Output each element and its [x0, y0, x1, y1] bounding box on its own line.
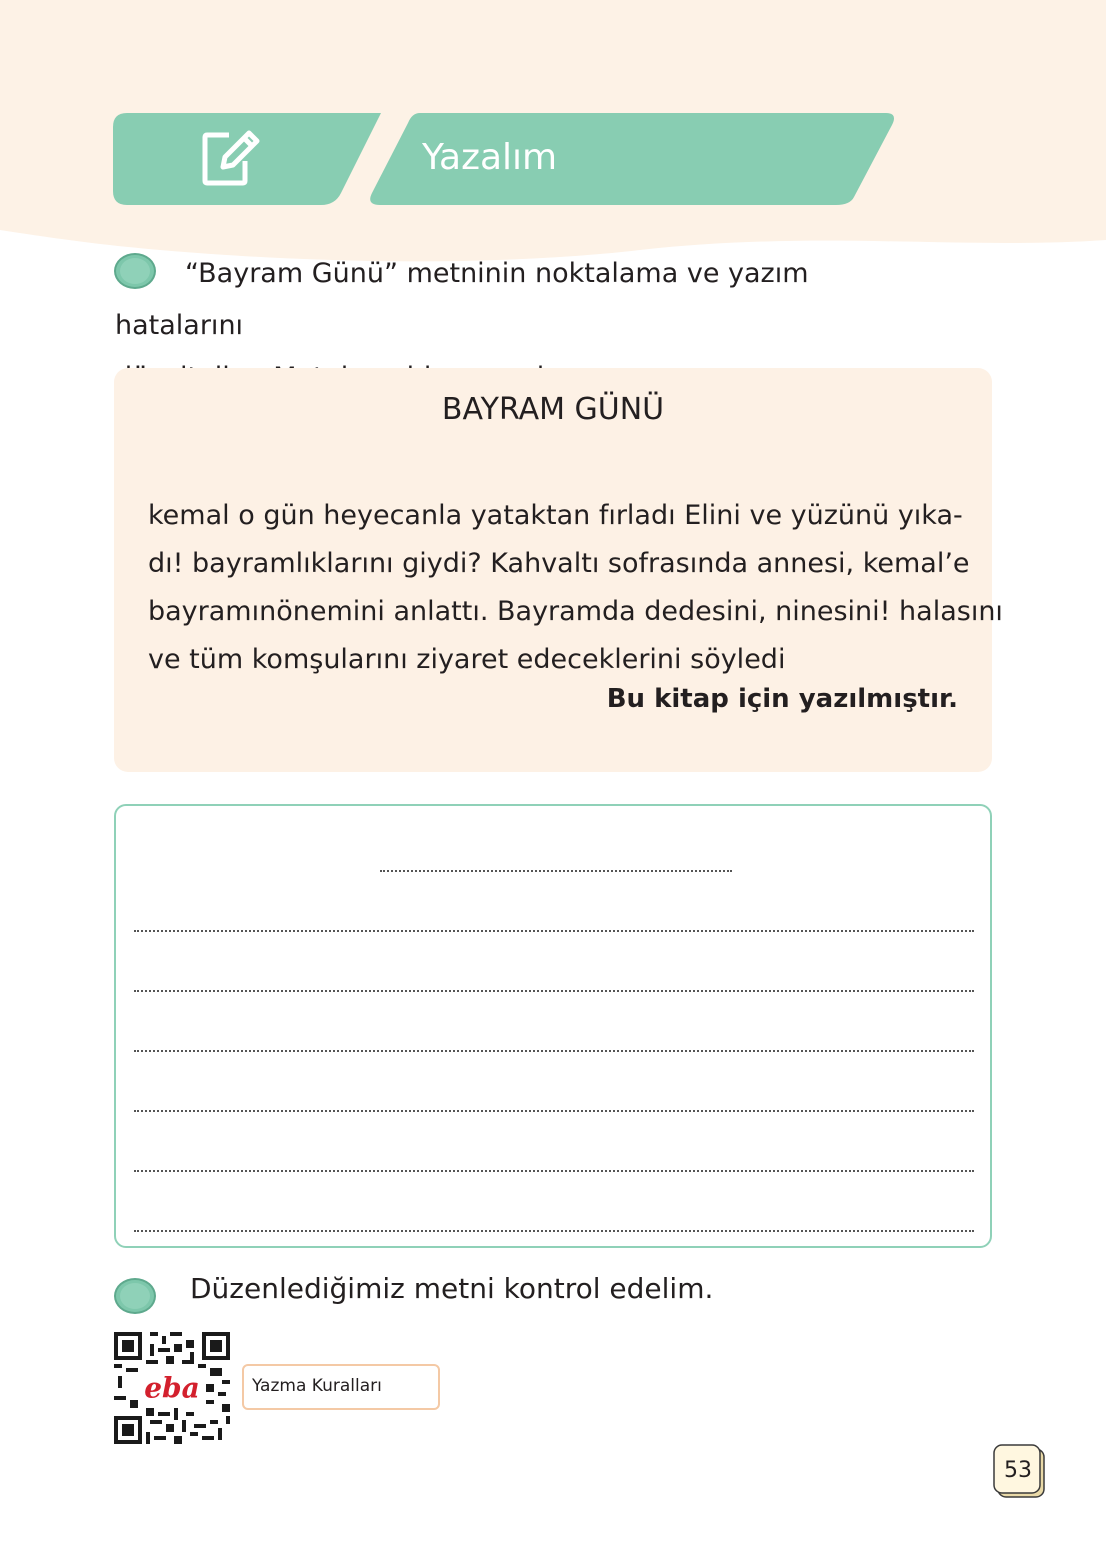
card-body [148, 492, 1003, 684]
writing-line[interactable] [134, 1170, 974, 1172]
instruction-line-1: “Bayram Günü” metninin noktalama ve yazım hatalarını [115, 258, 809, 341]
eba-logo: eba [144, 1371, 200, 1405]
banner-icon-panel [113, 113, 381, 205]
writing-line[interactable] [134, 1050, 974, 1052]
writing-line[interactable] [134, 1230, 974, 1232]
card-line: ve tüm komşularını ziyaret edeceklerini söyledi [148, 644, 786, 675]
card-line: kemal o gün heyecanla yataktan fırladı Elini ve yüzünü yıka- [148, 500, 963, 531]
bullet-icon [114, 1278, 156, 1314]
title-writing-line[interactable] [380, 870, 732, 872]
writing-line[interactable] [134, 1110, 974, 1112]
writing-line[interactable] [134, 990, 974, 992]
qr-code[interactable] [114, 1332, 230, 1444]
writing-line[interactable] [134, 930, 974, 932]
card-line: dı! bayramlıklarını giydi? Kahvaltı sofrasında annesi, kemal’e [148, 548, 970, 579]
card-title: BAYRAM GÜNÜ [441, 392, 665, 427]
check-instruction: Düzenlediğimiz metni kontrol edelim. [190, 1272, 714, 1305]
card-line: bayramınönemini anlattı. Bayramda dedesini, ninesini! halasını [148, 596, 1003, 627]
card-source: Bu kitap için yazılmıştır. [606, 684, 958, 714]
section-title: Yazalım [422, 137, 558, 178]
qr-label: Yazma Kuralları [252, 1376, 382, 1396]
page-number: 53 [1004, 1458, 1032, 1483]
